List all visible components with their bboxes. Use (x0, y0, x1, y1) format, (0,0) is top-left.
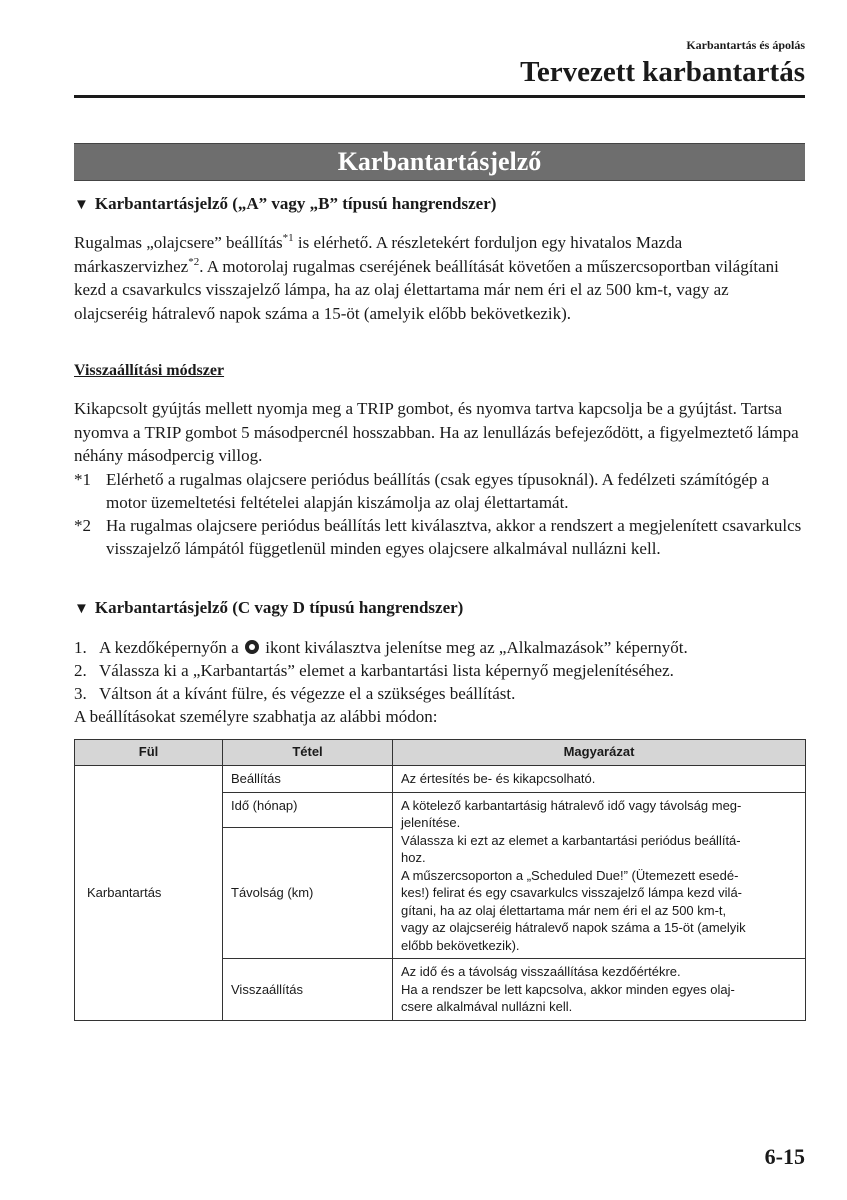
triangle-marker-icon: ▼ (74, 601, 89, 617)
intro-text-2: is elérhető. A részletekért forduljon egy hivatalos Mazda márkaszervizhez (74, 233, 683, 276)
step-text: Váltson át a kívánt fülre, és végezze el a szükséges beállítást. (99, 684, 516, 703)
footnote-ref-1: *1 (282, 232, 294, 244)
explanation-cell-shared (393, 792, 806, 959)
column-header-item: Tétel (223, 740, 393, 766)
section-a-heading-text: Karbantartásjelző („A” vagy „B” típusú hangrendszer) (94, 194, 497, 213)
step-number: 2. (74, 661, 87, 680)
list-item (74, 682, 805, 705)
tab-cell: Karbantartás (75, 766, 223, 1021)
section-title: Tervezett karbantartás (520, 56, 805, 88)
item-cell: Távolság (km) (223, 828, 393, 959)
reset-section (74, 360, 805, 382)
step-number: 3. (74, 684, 87, 703)
section-b (74, 597, 805, 620)
section-a (74, 193, 805, 216)
page-number: 6-15 (764, 1144, 805, 1169)
step-text: Válassza ki a „Karbantartás” elemet a karbantartási lista képernyő megjelenítéséhez. (99, 661, 674, 680)
item-cell: Visszaállítás (223, 959, 393, 1021)
header-rule (74, 95, 805, 98)
reset-body (74, 397, 805, 560)
item-cell: Beállítás (223, 766, 393, 793)
explanation-line: Ha a rendszer be lett kapcsolva, akkor minden egyes olaj- (401, 981, 735, 997)
section-b-heading-text: Karbantartásjelző (C vagy D típusú hangrendszer) (94, 598, 464, 617)
intro-paragraph (74, 231, 805, 325)
footnote-ref-2: *2 (188, 255, 200, 268)
footnote-2-text: Ha rugalmas olajcsere periódus beállítás lett kiválasztva, akkor a rendszert a megjelenített csavarkulcs visszajelző lámpától függetlenül minden egyes olajcsere alkalmával nullázni kell. (106, 515, 802, 558)
step-text: A kezdőképernyőn a (99, 638, 243, 657)
item-cell: Idő (hónap) (223, 792, 393, 828)
explanation-line: vagy az olajcseréig hátralevő napok száma a 15-öt (amelyik (401, 920, 746, 935)
steps-list (74, 636, 805, 729)
chapter-title: Karbantartás és ápolás (686, 38, 805, 52)
footnote-2 (74, 514, 805, 560)
section-a-heading (74, 193, 805, 216)
explanation-line: csere alkalmával nullázni kell. (401, 999, 573, 1014)
table-row (75, 766, 806, 793)
explanation-line: hoz. (401, 850, 426, 865)
intro-text-1: Rugalmas „olajcsere” beállítás (74, 233, 283, 252)
intro-text-3: . A motorolaj rugalmas cseréjének beállítását követően a műszercsoportban világítani kezd a csavarkulcs visszajelző lámpa, ha az olaj élettartama már nem éri el az 500 km-t, vagy az olajcseréig hátralevő napok száma a 15-öt (amelyik előbb bekövetkezik). (74, 256, 779, 323)
explanation-line: Válassza ki ezt az elemet a karbantartási periódus beállítá- (401, 832, 741, 848)
explanation-line: kes!) felirat és egy csavarkulcs visszajelző lámpa kezd vilá- (401, 885, 743, 900)
explanation-cell-reset (393, 959, 806, 1021)
explanation-line: A műszercsoporton a „Scheduled Due!” (Ütemezett esedé- (401, 867, 739, 883)
table-intro: A beállításokat személyre szabhatja az alábbi módon: (74, 707, 438, 726)
footnote-2-mark: *2 (74, 515, 91, 535)
section-b-heading (74, 597, 805, 620)
column-header-explanation: Magyarázat (393, 740, 806, 766)
explanation-line: jelenítése. (401, 815, 461, 830)
explanation-cell: Az értesítés be- és kikapcsolható. (393, 766, 806, 793)
section-a-body (74, 231, 805, 325)
explanation-line: gítani, ha az olaj élettartama már nem éri el az 500 km-t, (401, 902, 727, 918)
list-item (74, 636, 805, 659)
step-number: 1. (74, 638, 87, 657)
table-header-row (75, 740, 806, 766)
column-header-tab: Fül (75, 740, 223, 766)
settings-table (74, 739, 806, 1021)
reset-heading: Visszaállítási módszer (74, 362, 225, 379)
footnote-1-mark: *1 (74, 469, 91, 489)
step-text: ikont kiválasztva jelenítse meg az „Alkalmazások” képernyőt. (260, 638, 688, 657)
triangle-marker-icon: ▼ (74, 197, 89, 213)
explanation-line: Az idő és a távolság visszaállítása kezdőértékre. (401, 964, 681, 979)
topic-banner: Karbantartásjelző (74, 143, 805, 181)
explanation-line: előbb bekövetkezik). (401, 937, 520, 953)
explanation-line: A kötelező karbantartásig hátralevő idő vagy távolság meg- (401, 797, 742, 813)
footnote-1-text: Elérhető a rugalmas olajcsere periódus beállítás (csak egyes típusoknál). A fedélzeti számítógép a motor üzemeltetési feltételei alapján kiszámolja az olaj élettartamát. (106, 469, 770, 512)
footnote-1 (74, 468, 805, 514)
list-item (74, 659, 805, 682)
reset-paragraph: Kikapcsolt gyújtás mellett nyomja meg a TRIP gombot, és nyomva tartva kapcsolja be a gyújtást. Tartsa nyomva a TRIP gombot 5 másodpercnél hosszabban. Ha az lenullázás befejeződött, a figyelmeztető lámpa néhány másodpercig villog. (74, 399, 799, 465)
apps-icon (245, 640, 259, 654)
